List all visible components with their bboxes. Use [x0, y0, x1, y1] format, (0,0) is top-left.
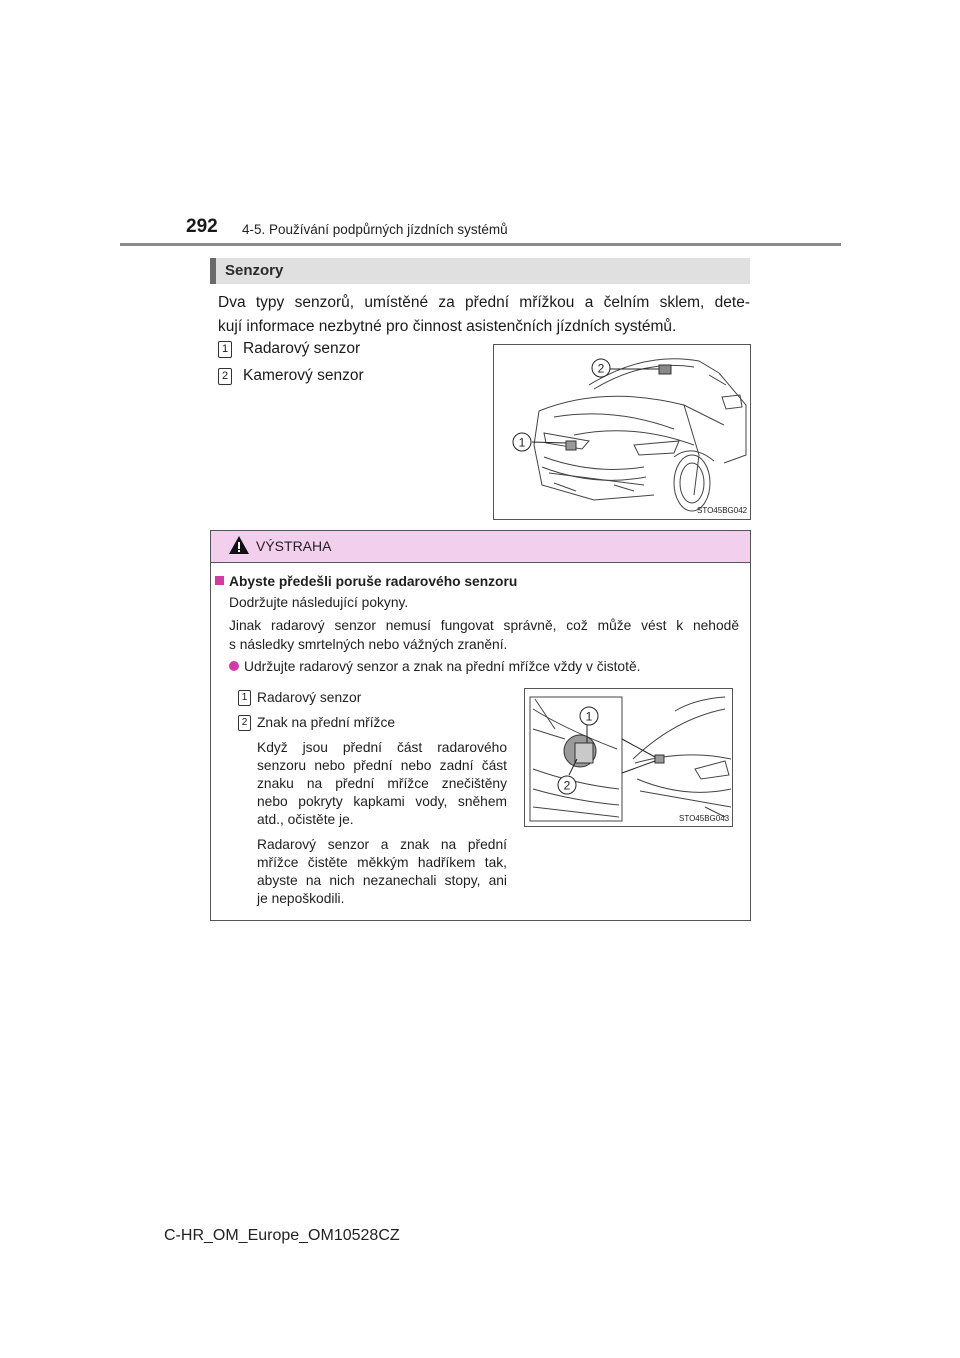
grille-emblem-figure: [524, 688, 733, 827]
section-heading: [210, 258, 750, 284]
warning-para1: Dodržujte následující pokyny.: [229, 595, 409, 610]
note2-line-2: mřížce čistěte měkkým hadříkem tak,: [257, 855, 507, 870]
figure1-callout-1: 1: [518, 435, 526, 450]
heading-text: Senzory: [225, 262, 284, 279]
warning-number-2: 2: [238, 715, 251, 731]
list-number-1: 1: [218, 341, 232, 358]
camera-sensor-mark: [659, 365, 671, 374]
footer-document-id: C-HR_OM_Europe_OM10528CZ: [164, 1227, 400, 1244]
note1-line-5: atd., očistěte je.: [257, 812, 354, 827]
note2-line-1: Radarový senzor a znak na přední: [257, 837, 507, 852]
note2-line-3: abyste na nich nezanechali stopy, ani: [257, 873, 507, 888]
warning-title: VÝSTRAHA: [256, 538, 332, 554]
warning-para2-line1: Jinak radarový senzor nemusí fungovat správně, což může vést k nehodě: [229, 618, 739, 633]
square-bullet-icon: [215, 576, 224, 585]
car-front-illustration: [494, 345, 750, 519]
figure2-callout-1: 1: [585, 709, 593, 724]
warning-header: [211, 531, 750, 563]
list-item-camera: Kamerový senzor: [243, 367, 364, 384]
radar-sensor-mark: [566, 441, 576, 450]
page-number: 292: [186, 216, 218, 237]
section-title: 4-5. Používání podpůrných jízdních systémů: [242, 222, 508, 237]
warning-number-1: 1: [238, 690, 251, 706]
figure2-code: STO45BG043: [679, 814, 730, 823]
warning-bullet-text: Udržujte radarový senzor a znak na přední mřížce vždy v čistotě.: [244, 659, 641, 674]
note1-line-3: znaku na přední mřížce znečištěny: [257, 776, 507, 791]
warning-subheading: [215, 572, 517, 592]
note1-line-2: senzoru nebo přední nebo zadní část: [257, 758, 507, 773]
list-number-2: 2: [218, 368, 232, 385]
list-item-radar: Radarový senzor: [243, 340, 361, 357]
figure2-callout-2: 2: [563, 778, 571, 793]
warning-subheading-text: Abyste předešli poruše radarového senzoru: [229, 574, 518, 589]
warning-bullet: [229, 657, 640, 677]
intro-line-2: kují informace nezbytné pro činnost asistenčních jízdních systémů.: [218, 318, 677, 335]
grille-emblem-illustration: [525, 689, 732, 826]
round-bullet-icon: [229, 661, 239, 671]
car-sensors-figure: [493, 344, 751, 520]
intro-line-1: Dva typy senzorů, umístěné za přední mřížkou a čelním sklem, dete-: [218, 294, 750, 311]
figure1-callout-2: 2: [597, 361, 605, 376]
warning-para2-line2: s následky smrtelných nebo vážných zranění.: [229, 637, 508, 652]
figure1-code: STO45BG042: [697, 506, 748, 515]
note1-line-4: nebo pokryty kapkami vody, sněhem: [257, 794, 507, 809]
warning-triangle-icon: [228, 534, 250, 556]
header-rule: [120, 243, 841, 246]
note1-line-1: Když jsou přední část radarového: [257, 740, 507, 755]
note2-line-4: je nepoškodili.: [257, 891, 345, 906]
heading-accent: [210, 258, 216, 284]
warning-item-radar: Radarový senzor: [257, 690, 362, 705]
warning-item-emblem: Znak na přední mřížce: [257, 715, 396, 730]
